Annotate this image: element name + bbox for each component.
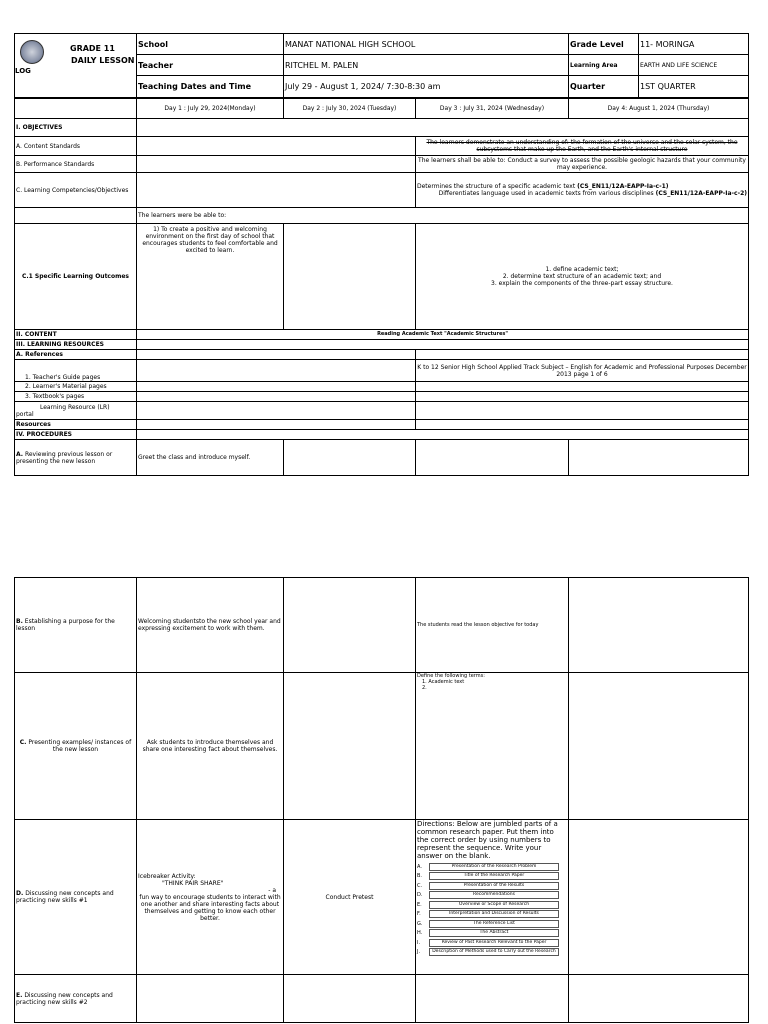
procedure-c-day3: Define the following terms: 1. Academic text 2. (416, 673, 569, 820)
grade-level-value: 11- MORINGA (639, 34, 749, 55)
dll-label: DAILY LESSON (71, 56, 135, 65)
jumbled-item-letter: F. (417, 911, 421, 918)
jumbled-item (417, 919, 567, 929)
learning-area-label: Learning Area (569, 55, 639, 76)
content-title: II. CONTENT (15, 330, 137, 340)
dll-table-top (14, 33, 749, 476)
lr-portal-label: Learning Resource (LR) portal (15, 402, 137, 420)
quarter-label: Quarter (569, 76, 639, 98)
log-label: LOG (15, 67, 31, 75)
procedure-b-label: B. Establishing a purpose for the lesson (15, 578, 137, 673)
jumbled-item-letter: J. (417, 949, 421, 956)
teacher-label: Teacher (137, 55, 284, 76)
jumbled-item-letter: E. (417, 901, 422, 908)
procedure-c-day1: Ask students to introduce themselves and share one interesting fact about themselves. (137, 673, 284, 820)
competencies-value: Determines the structure of a specific academic text (CS_EN11/12A-EAPP-Ia-c-1) Differentiates language used in academic texts from various disciplines (CS_EN11/12A-EAPP-Ia-c-2) (416, 173, 749, 208)
objectives-title: I. OBJECTIVES (15, 119, 137, 137)
jumbled-item-letter: G. (417, 920, 423, 927)
jumbled-item (417, 910, 567, 920)
jumbled-item-text: Recommendations (429, 891, 559, 899)
content-standards-label: A. Content Standards (15, 137, 137, 156)
content-standards-value: The learners demonstrate an understanding of: the formation of the universe and the solar system, the subsystems that make up the Earth, and the Earth's internal structure (416, 137, 749, 156)
procedure-a-day1: Greet the class and introduce myself. (137, 440, 284, 476)
grade-level-label: Grade Level (569, 34, 639, 55)
jumbled-item-text: Interpretation and Discussion of Results (429, 910, 559, 918)
procedure-b-day3: The students read the lesson objective for today (416, 578, 569, 673)
jumbled-item (417, 891, 567, 901)
school-value: MANAT NATIONAL HIGH SCHOOL (284, 34, 569, 55)
day2-header: Day 2 : July 30, 2024 (Tuesday) (284, 98, 416, 119)
jumbled-item (417, 881, 567, 891)
competencies-label: C. Learning Competencies/Objectives (15, 173, 137, 208)
jumbled-item-letter: C. (417, 882, 423, 889)
procedure-b-day1: Welcoming studentsto the new school year and expressing excitement to work with them. (137, 578, 284, 673)
jumbled-parts-list (417, 862, 567, 957)
jumbled-item-text: Presentation of the Results (429, 882, 559, 890)
other-resources-label: Resources (15, 420, 137, 430)
performance-standards-label: B. Performance Standards (15, 156, 137, 173)
jumbled-item-letter: B. (417, 873, 423, 880)
learning-resources-title: III. LEARNING RESOURCES (15, 340, 137, 350)
procedures-title: IV. PROCEDURES (15, 430, 137, 440)
learners-material-label: 2. Learner's Material pages (15, 382, 137, 392)
procedure-c-label: C. Presenting examples/ instances of the new lesson (15, 673, 137, 820)
specific-outcomes-label: C.1 Specific Learning Outcomes (15, 224, 137, 330)
jumbled-item-letter: I. (417, 939, 421, 946)
references-label: A. References (15, 350, 137, 360)
jumbled-item-text: Presentation of the Research Problem (429, 863, 559, 871)
procedure-d-day1: Icebreaker Activity: "THINK PAIR SHARE" - a fun way to encourage students to interact with one another and share interesting facts about themselves and getting to know each other better. (137, 820, 284, 975)
dll-title-cell (15, 34, 137, 98)
procedure-e-label: E. Discussing new concepts and practicing new skills #2 (15, 975, 137, 1023)
procedure-d-day3: Directions: Below are jumbled parts of a common research paper. Put them into the correct order by using numbers to represent the sequence. Write your answer on the blank. A. Presentation of the Research Problem B. Title of the Research Paper C. Presentation of the Results D. Recommendations E. Overview or Scope of Research F. Interpretation and Discussion of Results G. The Reference List H. The Abstract I. Review of Past Research Relevant to the Paper J. Description of Methods used to Carry out the Research (416, 820, 569, 975)
days-blank (15, 98, 137, 119)
content-value: Reading Academic Text "Academic Structures" (137, 330, 749, 340)
jumbled-item-text: Title of the Research Paper (429, 872, 559, 880)
textbook-label: 3. Textbook's pages (15, 392, 137, 402)
teachers-guide-value: K to 12 Senior High School Applied Track Subject – English for Academic and Professional Purposes December 2013 page 1 of 6 (416, 360, 749, 382)
jumbled-item (417, 872, 567, 882)
jumbled-item (417, 948, 567, 958)
procedure-a-label: A. Reviewing previous lesson or presenting the new lesson (15, 440, 137, 476)
jumbled-item-letter: D. (417, 892, 423, 899)
procedure-d-label: D. Discussing new concepts and practicing new skills #1 (15, 820, 137, 975)
day3-header: Day 3 : July 31, 2024 (Wednesday) (416, 98, 569, 119)
outcome-day3: 1. define academic text; 2. determine text structure of an academic text; and 3. explain the components of the three-part essay structure. (416, 224, 749, 330)
jumbled-item-text: The Abstract (429, 929, 559, 937)
learning-area-value: EARTH AND LIFE SCIENCE (639, 55, 749, 76)
outcome-day1: 1) To create a positive and welcoming environment on the first day of school that encourages students to feel comfortable and excited to learn. (137, 224, 284, 330)
jumbled-item-text: Description of Methods used to Carry out the Research (429, 948, 559, 956)
school-label: School (137, 34, 284, 55)
jumbled-item-letter: A. (417, 863, 422, 870)
teacher-value: RITCHEL M. PALEN (284, 55, 569, 76)
dates-label: Teaching Dates and Time (137, 76, 284, 98)
jumbled-item (417, 862, 567, 872)
jumbled-item-text: Review of Past Research Relevant to the Paper (429, 939, 559, 947)
performance-standards-value: The learners shall be able to: Conduct a survey to assess the possible geologic hazards that your community may experience. (416, 156, 749, 173)
jumbled-item-text: The Reference List (429, 920, 559, 928)
jumbled-item (417, 929, 567, 939)
jumbled-item (417, 938, 567, 948)
jumbled-item (417, 900, 567, 910)
dates-value: July 29 - August 1, 2024/ 7:30-8:30 am (284, 76, 569, 98)
grade-label: GRADE 11 (70, 44, 115, 53)
teachers-guide-label: 1. Teacher's Guide pages (15, 360, 137, 382)
procedure-d-day2: Conduct Pretest (284, 820, 416, 975)
day1-header: Day 1 : July 29, 2024(Monday) (137, 98, 284, 119)
jumbled-item-text: Overview or Scope of Research (429, 901, 559, 909)
jumbled-item-letter: H. (417, 930, 423, 937)
dll-table-procedures (14, 577, 749, 1023)
day4-header: Day 4: August 1, 2024 (Thursday) (569, 98, 749, 119)
learners-able-text: The learners were be able to: (137, 208, 749, 224)
quarter-value: 1ST QUARTER (639, 76, 749, 98)
